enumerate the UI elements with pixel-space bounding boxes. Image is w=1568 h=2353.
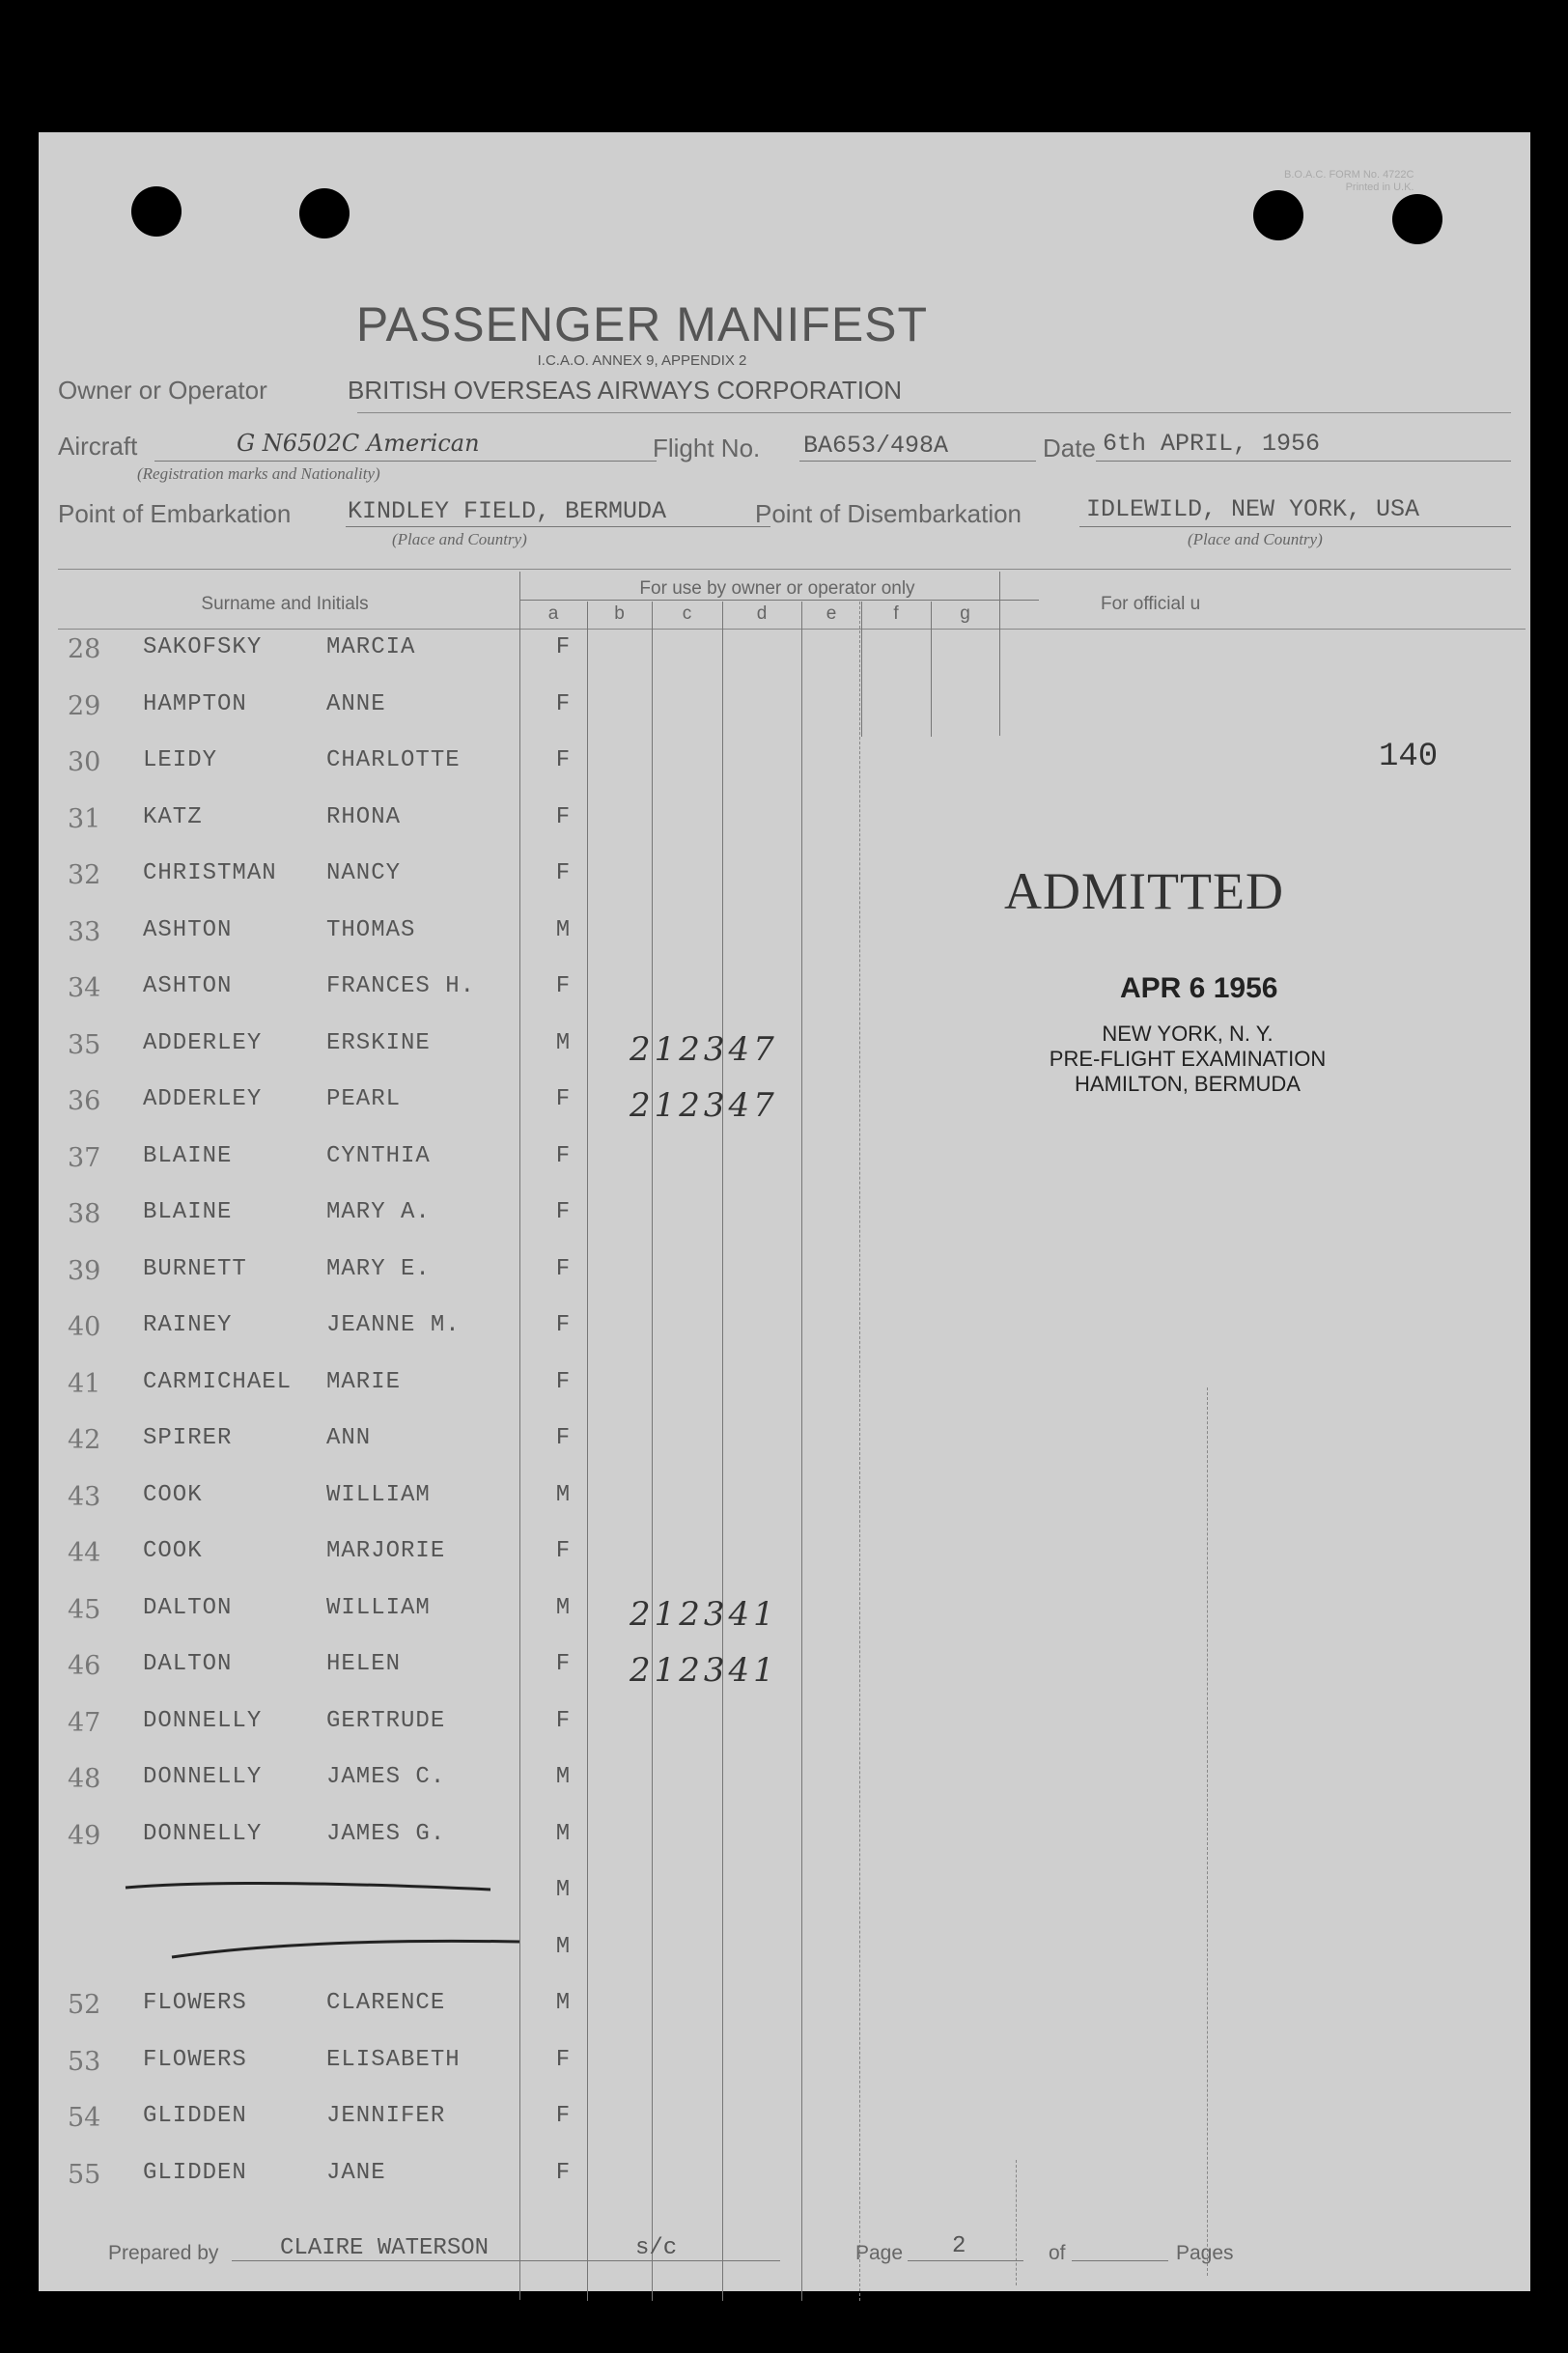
passenger-row (39, 1708, 1004, 1764)
passenger-sex: F (555, 1086, 571, 1112)
passenger-sex: F (555, 973, 571, 999)
stamp-location: HAMILTON, BERMUDA (1075, 1072, 1301, 1096)
passenger-sex: F (555, 1142, 571, 1169)
passenger-row (39, 1595, 1004, 1651)
prepared-suffix: s/c (635, 2235, 678, 2261)
passenger-sex: F (555, 1368, 571, 1395)
row-number: 41 (68, 1368, 101, 1399)
passenger-row (39, 1764, 1004, 1820)
passenger-surname: HAMPTON (143, 690, 247, 717)
passenger-initials: ANNE (326, 690, 386, 717)
passenger-sex: M (555, 1820, 571, 1847)
passenger-surname: COOK (143, 1481, 203, 1508)
passenger-sex: F (555, 2103, 571, 2129)
passenger-initials: MARJORIE (326, 1538, 446, 1564)
strike-lines (116, 1870, 521, 1986)
passenger-row (39, 1651, 1004, 1707)
passenger-row (39, 2047, 1004, 2103)
row-number: 53 (68, 2046, 101, 2077)
page-underline (908, 2260, 1023, 2261)
passenger-initials: NANCY (326, 860, 402, 886)
passenger-initials: JAMES C. (326, 1764, 446, 1790)
passenger-sex: F (555, 1707, 571, 1734)
row-number: 29 (68, 690, 101, 721)
passenger-row (39, 691, 1004, 747)
manifest-sheet (39, 132, 1530, 2291)
passenger-surname: BLAINE (143, 1199, 233, 1225)
passenger-sex: F (555, 1199, 571, 1225)
passenger-surname: ADDERLEY (143, 1029, 263, 1056)
handwritten-note: 212347 (630, 1086, 778, 1125)
of-underline (1072, 2260, 1168, 2261)
passenger-surname: ASHTON (143, 973, 233, 999)
passenger-row (39, 1369, 1004, 1425)
passenger-row (39, 1199, 1004, 1255)
table-top-rule (58, 569, 1511, 570)
flight-value: BA653/498A (803, 432, 949, 460)
row-number: 31 (68, 803, 101, 834)
passenger-surname: DONNELLY (143, 1820, 263, 1847)
row-number: 30 (68, 747, 101, 777)
form-number (1284, 169, 1414, 194)
passenger-row (39, 860, 1004, 916)
punch-hole (131, 186, 182, 237)
passenger-surname: KATZ (143, 803, 203, 830)
passenger-initials: WILLIAM (326, 1481, 431, 1508)
row-number: 43 (68, 1481, 101, 1512)
disembark-note: (Place and Country) (1188, 530, 1323, 548)
passenger-surname: GLIDDEN (143, 2159, 247, 2186)
passenger-surname: DONNELLY (143, 1707, 263, 1734)
row-number: 39 (68, 1255, 101, 1286)
row-number: 42 (68, 1425, 101, 1455)
aircraft-note: (Registration marks and Nationality) (137, 464, 380, 483)
surname-header: Surname and Initials (201, 594, 369, 614)
row-number: 44 (68, 1538, 101, 1568)
pages-label: Pages (1176, 2242, 1234, 2264)
of-label: of (1049, 2242, 1066, 2264)
row-number: 34 (68, 973, 101, 1003)
disembark-label: Point of Disembarkation (755, 499, 1022, 528)
passenger-surname: FLOWERS (143, 2046, 247, 2073)
passenger-sex: M (555, 916, 571, 943)
passenger-initials: MARY E. (326, 1255, 431, 1282)
stamp-exam: PRE-FLIGHT EXAMINATION (1049, 1047, 1327, 1071)
passenger-sex: F (555, 634, 571, 660)
row-number: 55 (68, 2159, 101, 2190)
operator-header: For use by owner or operator only (639, 578, 915, 599)
passenger-surname: ADDERLEY (143, 1086, 263, 1112)
row-number: 37 (68, 1142, 101, 1173)
table-header-rule (58, 629, 1526, 630)
punch-hole (1253, 190, 1303, 240)
embark-note: (Place and Country) (392, 530, 527, 548)
column-letter: f (893, 603, 899, 624)
passenger-sex: M (555, 1594, 571, 1621)
stamp-city: NEW YORK, N. Y. (1102, 1022, 1274, 1046)
passenger-sex: F (555, 1312, 571, 1338)
passenger-sex: F (555, 1425, 571, 1451)
passenger-sex: F (555, 690, 571, 717)
passenger-initials: ELISABETH (326, 2046, 461, 2073)
row-number: 40 (68, 1312, 101, 1342)
passenger-sex: M (555, 1764, 571, 1790)
passenger-surname: RAINEY (143, 1312, 233, 1338)
passenger-initials: JEANNE M. (326, 1312, 461, 1338)
passenger-row (39, 1143, 1004, 1199)
passenger-initials: JENNIFER (326, 2103, 446, 2129)
date-underline (1096, 461, 1511, 462)
passenger-surname: DONNELLY (143, 1764, 263, 1790)
passenger-sex: M (555, 1029, 571, 1056)
passenger-initials: JANE (326, 2159, 386, 2186)
row-number: 46 (68, 1651, 101, 1681)
form-number-text: B.O.A.C. FORM No. 4722C (1284, 169, 1414, 181)
divider (357, 412, 1511, 413)
passenger-row (39, 634, 1004, 690)
passenger-surname: CHRISTMAN (143, 860, 277, 886)
column-letter: b (614, 603, 625, 624)
passenger-surname: SPIRER (143, 1425, 233, 1451)
passenger-initials: RHONA (326, 803, 402, 830)
passenger-initials: ANN (326, 1425, 372, 1451)
passenger-sex: F (555, 2159, 571, 2186)
aircraft-label: Aircraft (58, 432, 138, 461)
passenger-row (39, 1538, 1004, 1594)
passenger-row (39, 1990, 1004, 2046)
passenger-surname: GLIDDEN (143, 2103, 247, 2129)
col-line (1207, 1387, 1208, 2276)
passenger-sex: M (555, 1990, 571, 2016)
passenger-initials: THOMAS (326, 916, 416, 943)
passenger-row (39, 1030, 1004, 1086)
passenger-initials: PEARL (326, 1086, 402, 1112)
passenger-surname: COOK (143, 1538, 203, 1564)
column-letter: c (682, 603, 692, 624)
row-number: 28 (68, 634, 101, 664)
aircraft-underline (154, 461, 657, 462)
passenger-initials: GERTRUDE (326, 1707, 446, 1734)
row-number: 49 (68, 1820, 101, 1851)
handwritten-note: 212347 (630, 1029, 778, 1069)
passenger-initials: CLARENCE (326, 1990, 446, 2016)
page-title: PASSENGER MANIFEST (355, 297, 929, 351)
passenger-initials: MARCIA (326, 634, 416, 660)
punch-hole (1392, 194, 1442, 244)
punch-hole (299, 188, 350, 238)
passenger-sex: M (555, 1481, 571, 1508)
passenger-initials: JAMES G. (326, 1820, 446, 1847)
printed-in-text: Printed in U.K. (1345, 182, 1414, 193)
page-subtitle: I.C.A.O. ANNEX 9, APPENDIX 2 (537, 352, 747, 369)
passenger-sex: F (555, 803, 571, 830)
row-number: 52 (68, 1990, 101, 2020)
embark-label: Point of Embarkation (58, 499, 292, 528)
aircraft-value: G N6502C American (237, 430, 480, 457)
passenger-row (39, 804, 1004, 860)
passenger-sex: F (555, 747, 571, 773)
embark-underline (346, 526, 770, 527)
passenger-initials: CHARLOTTE (326, 747, 461, 773)
passenger-initials: MARIE (326, 1368, 402, 1395)
passenger-surname: LEIDY (143, 747, 218, 773)
passenger-sex: F (555, 1255, 571, 1282)
passenger-row (39, 1821, 1004, 1877)
stamp-date: APR 6 1956 (1120, 972, 1278, 1004)
column-letter: a (547, 603, 559, 624)
passenger-initials: CYNTHIA (326, 1142, 431, 1169)
passenger-surname: CARMICHAEL (143, 1368, 293, 1395)
prepared-underline (232, 2260, 780, 2261)
official-header: For official u (1101, 594, 1201, 614)
disembark-underline (1079, 526, 1511, 527)
passenger-row (39, 917, 1004, 973)
page-label: Page (855, 2242, 904, 2264)
passenger-sex: F (555, 1651, 571, 1677)
column-letter: e (826, 603, 837, 624)
subheader-rule (519, 600, 1039, 601)
row-number: 48 (68, 1764, 101, 1794)
date-value: 6th APRIL, 1956 (1103, 430, 1321, 458)
passenger-surname: BLAINE (143, 1142, 233, 1169)
column-letter: d (756, 603, 768, 624)
row-number: 38 (68, 1199, 101, 1229)
passenger-initials: HELEN (326, 1651, 402, 1677)
passenger-row (39, 1086, 1004, 1142)
date-label: Date (1043, 434, 1096, 462)
flight-label: Flight No. (653, 434, 761, 462)
owner-value: BRITISH OVERSEAS AIRWAYS CORPORATION (348, 376, 903, 405)
passenger-row (39, 1425, 1004, 1481)
col-line (1016, 2160, 1017, 2285)
handwritten-note: 212341 (630, 1594, 778, 1634)
passenger-row (39, 1256, 1004, 1312)
passenger-row (39, 747, 1004, 803)
row-number: 45 (68, 1594, 101, 1625)
passenger-initials: WILLIAM (326, 1594, 431, 1621)
passenger-initials: MARY A. (326, 1199, 431, 1225)
passenger-surname: BURNETT (143, 1255, 247, 1282)
page-number-stamp: 140 (1379, 739, 1439, 775)
row-number: 35 (68, 1029, 101, 1060)
column-letter: g (960, 603, 970, 624)
passenger-row (39, 1312, 1004, 1368)
row-number: 47 (68, 1707, 101, 1738)
passenger-surname: FLOWERS (143, 1990, 247, 2016)
passenger-surname: DALTON (143, 1594, 233, 1621)
handwritten-note: 212341 (630, 1651, 778, 1690)
passenger-row (39, 2103, 1004, 2159)
passenger-initials: ERSKINE (326, 1029, 431, 1056)
page-value: 2 (952, 2233, 966, 2259)
row-number: 36 (68, 1086, 101, 1116)
flight-underline (799, 461, 1036, 462)
disembark-value: IDLEWILD, NEW YORK, USA (1086, 495, 1420, 523)
owner-label: Owner or Operator (58, 376, 267, 405)
row-number: 32 (68, 860, 101, 890)
prepared-value: CLAIRE WATERSON (280, 2235, 490, 2261)
passenger-sex: M (555, 1933, 571, 1960)
prepared-label: Prepared by (108, 2242, 219, 2264)
passenger-row (39, 2160, 1004, 2216)
passenger-sex: F (555, 2046, 571, 2073)
embark-value: KINDLEY FIELD, BERMUDA (348, 497, 667, 525)
passenger-sex: M (555, 1877, 571, 1903)
passenger-row (39, 973, 1004, 1029)
passenger-surname: SAKOFSKY (143, 634, 263, 660)
passenger-surname: ASHTON (143, 916, 233, 943)
passenger-initials: FRANCES H. (326, 973, 476, 999)
passenger-row (39, 1482, 1004, 1538)
row-number: 54 (68, 2103, 101, 2133)
admitted-stamp: ADMITTED (1004, 862, 1284, 920)
passenger-sex: F (555, 1538, 571, 1564)
row-number: 33 (68, 916, 101, 947)
passenger-surname: DALTON (143, 1651, 233, 1677)
passenger-sex: F (555, 860, 571, 886)
